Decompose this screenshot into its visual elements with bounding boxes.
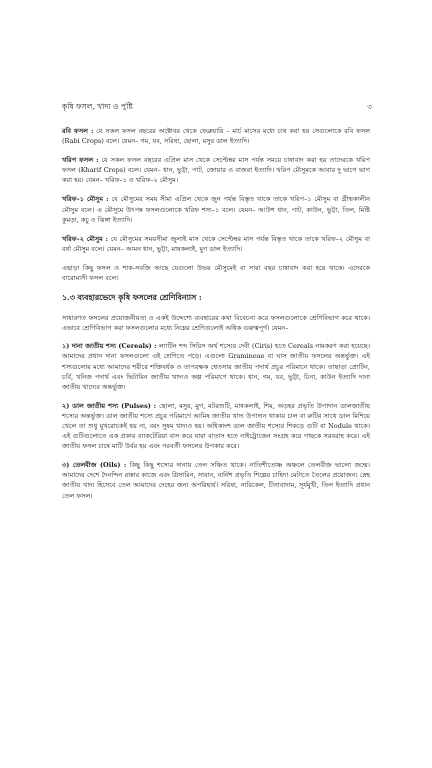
definition-kharif-1-season: যে মৌসুমের সময় সীমা এপ্রিল থেকে জুন পর্যন্ত বিস্তৃত থাকে তাকে খরিপ–১ মৌসুম বা গ্রীষ্মকালীন মৌসুম বলে। এ মৌসুমে উৎপন্ন ফসলগুলোকে খরিফ শস্য–১ বলে। যেমন– আউশ ধান, পাট, কাউন, ভুট্টা, তিল, মিষ্টি কুমড়া, কচু ও ঝিঙ্গা ইত্যাদি।	[62, 195, 370, 224]
term-kharif-2-season: খরিফ–২ মৌসুম :	[62, 234, 108, 243]
list-item-pulses	[62, 401, 370, 451]
paragraph-kharif-2-season	[62, 234, 370, 254]
section-intro: সাধারণত ফসলের প্রয়োজনীয়তা ও একই উদ্দেশ্যে ব্যবহারের কথা বিবেচনা করে ফসলগুলোকে শ্রেণিবিভাগ করে থাকে। এভাবে শ্রেণিবিভাগ করা ফসলগুলোর মধ্যে নিম্নের শ্রেণিগুলোই অধিক গুরুত্বপূর্ণ। যেমন–	[62, 314, 370, 333]
definition-cereals: ল্যাটিন শব্দ সিরিস অর্থ শস্যের দেবী (Ciris) হতে Cereals নামকরণ করা হয়েছে। আমাদের প্রধান দানা ফসলগুলো এই শ্রেণিতে পড়ে। এগুলো Gramineae বা ঘাস জাতীয় ফসলের অন্তর্ভুক্ত। এই শস্যগুলোর মধ্যে আমাদের শরীরে শক্তিবর্ধক ও তাপরক্ষক শ্বেতসার জাতীয় পদার্থ প্রচুর পরিমানে থাকে। তাছাড়া প্রোটিন, চর্বি, খনিজ পদার্থ এবং ভিটামিন জাতীয় খাদ্যও অল্প পরিমাণে থাকে। ধান, গম, যব, ভুট্টা, চিনা, কাউন ইত্যাদি দানা জাতীয় খাদ্যের অন্তর্ভুক্ত।	[62, 342, 370, 391]
paragraph-kharif-crops	[62, 155, 370, 185]
paragraph-year-round-crops	[62, 263, 370, 283]
running-header	[62, 100, 372, 114]
paragraph-rabi-crops	[62, 126, 370, 146]
term-oils: ৩) তেলবীজ (Oils) :	[62, 461, 127, 470]
definition-oils: কিছু কিছু শস্যের দানায় তেল সঞ্চিত থাকে। নাতিশীতোষ্ণ অঞ্চলে তেলবীজ ভালো জন্মে। আমাদের দেশে দৈনন্দিন রান্নার কাজে এবং গ্লিসারিন, সাবান, বার্নিশ প্রভৃতি শিল্পের চাহিদা মেটাতে তৈলের প্রয়োজন। স্নেহ জাতীয় খাদ্য হিসেবে তেল আমাদের দেহের জন্য অপরিহার্য। সরিষা, নারিকেল, চীনাবাদাম, সূর্যমুখী, তিল ইত্যাদি প্রধান তেল ফসল।	[62, 461, 370, 500]
page-number: ৩	[367, 102, 372, 111]
term-cereals: ১) দানা জাতীয় শস্য (Cereals) :	[62, 342, 157, 351]
paragraph-kharif-1-season	[62, 194, 370, 224]
section-heading: ১.৩ ব্যবহারভেদে কৃষি ফসলের শ্রেণিবিন্যাস :	[62, 293, 202, 303]
list-item-cereals	[62, 341, 370, 391]
term-rabi-crops: রবি ফসল :	[62, 127, 94, 135]
term-kharif-1-season: খরিফ–১ মৌসুম :	[62, 195, 109, 204]
term-pulses: ২) ডাল জাতীয় শস্য (Pulses) :	[62, 401, 157, 410]
term-kharif-crops: খরিপ ফসল :	[62, 156, 99, 165]
page-body	[62, 126, 370, 510]
definition-kharif-2-season: যে মৌসুমের সময়সীমা জুলাই মাস থেকে সেপ্টেম্বর মাস পর্যন্ত বিস্তৃত থাকে তাকে খরিফ–২ মৌসুম বা বর্ষা মৌসুম বলে। যেমন– আমন ধান, ভুট্টা, মাষকলাই, মুগ ডাল ইত্যাদি।	[62, 234, 370, 253]
definition-rabi-crops: যে সকল ফসল বছরের অক্টোবর থেকে ফেব্রুয়ারি – মার্চ মাসের মধ্যে চাষ করা হয় সেগুলোকে রবি ফসল (Rabi Crops) বলে। যেমন– গম, যব, সরিষা, ছোলা, মসুর ডাল ইত্যাদি।	[62, 127, 370, 146]
text-year-round-crops: এছাড়া কিছু ফসল ও শাক-সবজি আছে যেগুলো উভয় মৌসুমেই বা সারা বছর চাষাবাদ করা হয়ে থাকে। এদেরকে বারোমাসী ফসল বলে।	[62, 263, 370, 283]
list-item-oils	[62, 460, 370, 500]
definition-pulses: ছোলা, মসুর, মুগ, মটরশুটি, মাষকলাই, শিম, অড়হর প্রভৃতি উপাদান ডালজাতীয় শস্যের অন্তর্ভুক্ত। ডাল জাতীয় শস্যে প্রচুর পরিমাণে আমিষ জাতীয় খাদ্য উপাদান থাকায় চাল বা রুটির সাথে ডাল মিশিয়ে খেলে তা শুধু মুখরোচকই হয় না, বরং সুষম খাদ্যও হয়। অধিকাংশ ডাল জাতীয় শস্যের শিকড়ে গুটি বা Nodule থাকে। এই গুটিগুলোতে এক প্রকার ব্যাকটেরিয়া বাস করে যারা বাতাস হতে নাইট্রোজেন সংগ্রহ করে গাছকে সরবরাহ করে। এই জাতীয় ফসল চাষে মাটি উর্বর হয় এবং পরবর্তী ফসলের উপকার করে।	[62, 401, 370, 451]
header-title: কৃষি ফসল, খাদ্য ও পুষ্টি	[62, 102, 133, 111]
definition-kharif-crops: যে সকল ফসল বছরের এপ্রিল মাস থেকে সেপ্টেম্বর মাস পর্যন্ত সময়ে চাষাবাদ করা হয় তাদেরকে খরিপ ফসল (Kharif Crops) বলে। যেমন– ধান, ভুট্টা, পাট, জোয়ার ও বাজরা ইত্যাদি। খরিপ মৌসুমকে আবার দু ভাগে ভাগ করা হয়। যেমন– খরিফ–১ ও খরিফ–২ মৌসুম।	[62, 156, 370, 185]
